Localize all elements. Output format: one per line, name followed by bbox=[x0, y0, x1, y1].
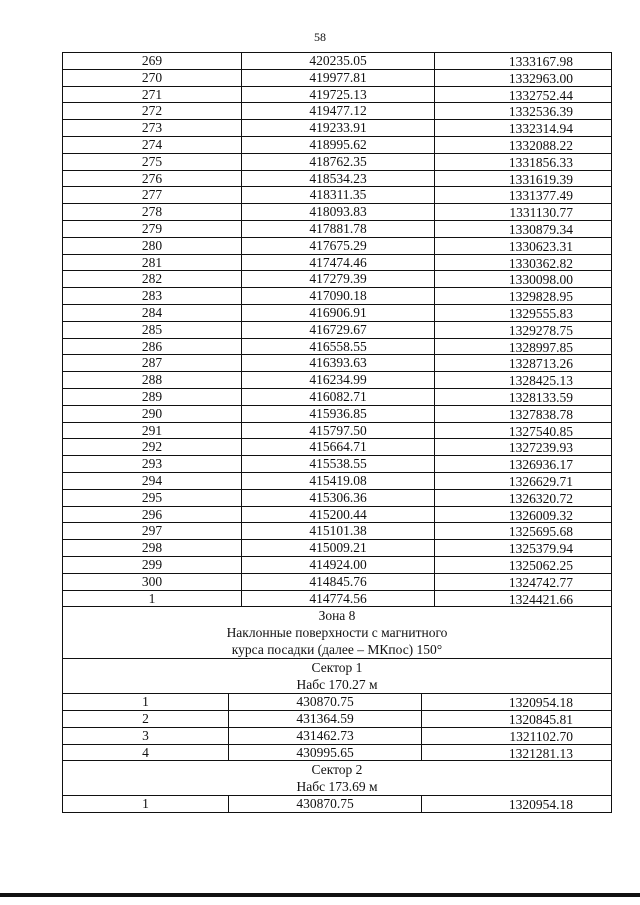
table-row bbox=[63, 154, 611, 171]
point-number-cell: 299 bbox=[63, 557, 242, 573]
x-coordinate-cell: 415101.38 bbox=[242, 523, 435, 539]
point-number-cell: 270 bbox=[63, 70, 242, 86]
x-coordinate-cell: 417675.29 bbox=[242, 238, 435, 254]
x-coordinate-cell: 431364.59 bbox=[229, 711, 422, 727]
table-row bbox=[63, 238, 611, 255]
point-number-cell: 3 bbox=[63, 728, 229, 744]
x-coordinate-cell: 430870.75 bbox=[229, 694, 422, 710]
table-row bbox=[63, 523, 611, 540]
point-number-cell: 269 bbox=[63, 53, 242, 69]
x-coordinate-cell: 416906.91 bbox=[242, 305, 435, 321]
table-row bbox=[63, 728, 611, 745]
point-number-cell: 284 bbox=[63, 305, 242, 321]
y-coordinate-cell: 1327239.93 bbox=[508, 440, 573, 456]
x-coordinate-cell: 417090.18 bbox=[242, 288, 435, 304]
point-number-cell: 277 bbox=[63, 187, 242, 203]
scan-edge-bar bbox=[0, 893, 640, 897]
table-row bbox=[63, 490, 611, 507]
point-number-cell: 272 bbox=[63, 103, 242, 119]
table-row bbox=[63, 796, 611, 813]
point-number-cell: 278 bbox=[63, 204, 242, 220]
point-number-cell: 289 bbox=[63, 389, 242, 405]
point-number-cell: 294 bbox=[63, 473, 242, 489]
zone-description-line2: курса посадки (далее – МКпос) 150° bbox=[231, 642, 443, 658]
y-coordinate-cell: 1328425.13 bbox=[508, 373, 573, 389]
table-row bbox=[63, 557, 611, 574]
x-coordinate-cell: 415009.21 bbox=[242, 540, 435, 556]
table-row bbox=[63, 473, 611, 490]
x-coordinate-cell: 430870.75 bbox=[229, 796, 422, 812]
y-coordinate-cell: 1320954.18 bbox=[508, 797, 573, 813]
point-number-cell: 275 bbox=[63, 154, 242, 170]
table-row bbox=[63, 87, 611, 104]
table-body-top bbox=[63, 53, 611, 607]
point-number-cell: 279 bbox=[63, 221, 242, 237]
x-coordinate-cell: 417474.46 bbox=[242, 255, 435, 271]
table-row bbox=[63, 540, 611, 557]
y-coordinate-cell: 1324742.77 bbox=[508, 574, 573, 590]
y-coordinate-cell: 1326936.17 bbox=[508, 457, 573, 473]
table-row bbox=[63, 271, 611, 288]
table-row bbox=[63, 591, 611, 608]
y-coordinate-cell: 1326320.72 bbox=[508, 490, 573, 506]
sector2-height: Набс 173.69 м bbox=[296, 779, 378, 795]
x-coordinate-cell: 416234.99 bbox=[242, 372, 435, 388]
table-row bbox=[63, 389, 611, 406]
point-number-cell: 282 bbox=[63, 271, 242, 287]
x-coordinate-cell: 415306.36 bbox=[242, 490, 435, 506]
x-coordinate-cell: 416558.55 bbox=[242, 339, 435, 355]
point-number-cell: 292 bbox=[63, 439, 242, 455]
x-coordinate-cell: 415200.44 bbox=[242, 507, 435, 523]
sector1-header bbox=[63, 659, 611, 694]
table-row bbox=[63, 423, 611, 440]
point-number-cell: 285 bbox=[63, 322, 242, 338]
point-number-cell: 291 bbox=[63, 423, 242, 439]
x-coordinate-cell: 418311.35 bbox=[242, 187, 435, 203]
point-number-cell: 274 bbox=[63, 137, 242, 153]
x-coordinate-cell: 415538.55 bbox=[242, 456, 435, 472]
y-coordinate-cell: 1330098.00 bbox=[508, 272, 573, 288]
table-row bbox=[63, 103, 611, 120]
table-row bbox=[63, 694, 611, 711]
zone-header bbox=[63, 607, 611, 659]
x-coordinate-cell: 418093.83 bbox=[242, 204, 435, 220]
point-number-cell: 1 bbox=[63, 694, 229, 710]
sector2-header bbox=[63, 761, 611, 796]
y-coordinate-cell: 1328133.59 bbox=[508, 389, 573, 405]
point-number-cell: 283 bbox=[63, 288, 242, 304]
x-coordinate-cell: 416729.67 bbox=[242, 322, 435, 338]
y-coordinate-cell: 1326629.71 bbox=[508, 473, 573, 489]
coordinates-table bbox=[62, 52, 612, 813]
point-number-cell: 300 bbox=[63, 574, 242, 590]
table-row bbox=[63, 255, 611, 272]
y-coordinate-cell: 1329278.75 bbox=[508, 322, 573, 338]
table-row bbox=[63, 745, 611, 762]
y-coordinate-cell: 1325379.94 bbox=[508, 541, 573, 557]
table-row bbox=[63, 372, 611, 389]
table-row bbox=[63, 339, 611, 356]
x-coordinate-cell: 420235.05 bbox=[242, 53, 435, 69]
y-coordinate-cell: 1331856.33 bbox=[508, 154, 573, 170]
x-coordinate-cell: 431462.73 bbox=[229, 728, 422, 744]
x-coordinate-cell: 418995.62 bbox=[242, 137, 435, 153]
y-coordinate-cell: 1330879.34 bbox=[508, 221, 573, 237]
point-number-cell: 273 bbox=[63, 120, 242, 136]
x-coordinate-cell: 414924.00 bbox=[242, 557, 435, 573]
y-coordinate-cell: 1332752.44 bbox=[508, 87, 573, 103]
y-coordinate-cell: 1325062.25 bbox=[508, 557, 573, 573]
x-coordinate-cell: 430995.65 bbox=[229, 745, 422, 761]
x-coordinate-cell: 415664.71 bbox=[242, 439, 435, 455]
y-coordinate-cell: 1329555.83 bbox=[508, 305, 573, 321]
y-coordinate-cell: 1321102.70 bbox=[509, 728, 573, 744]
point-number-cell: 297 bbox=[63, 523, 242, 539]
page-number: 58 bbox=[314, 30, 326, 44]
x-coordinate-cell: 418762.35 bbox=[242, 154, 435, 170]
point-number-cell: 293 bbox=[63, 456, 242, 472]
y-coordinate-cell: 1327838.78 bbox=[508, 406, 573, 422]
y-coordinate-cell: 1332536.39 bbox=[508, 104, 573, 120]
x-coordinate-cell: 417279.39 bbox=[242, 271, 435, 287]
table-row bbox=[63, 322, 611, 339]
zone-description-line1: Наклонные поверхности с магнитного bbox=[226, 625, 448, 641]
table-row bbox=[63, 574, 611, 591]
table-row bbox=[63, 53, 611, 70]
table-row bbox=[63, 305, 611, 322]
table-row bbox=[63, 137, 611, 154]
y-coordinate-cell: 1332314.94 bbox=[508, 121, 573, 137]
table-row bbox=[63, 711, 611, 728]
point-number-cell: 1 bbox=[63, 796, 229, 812]
point-number-cell: 290 bbox=[63, 406, 242, 422]
y-coordinate-cell: 1332963.00 bbox=[508, 70, 573, 86]
zone-title: Зона 8 bbox=[318, 608, 356, 624]
x-coordinate-cell: 416393.63 bbox=[242, 355, 435, 371]
table-row bbox=[63, 507, 611, 524]
point-number-cell: 287 bbox=[63, 355, 242, 371]
point-number-cell: 4 bbox=[63, 745, 229, 761]
point-number-cell: 2 bbox=[63, 711, 229, 727]
y-coordinate-cell: 1330623.31 bbox=[508, 238, 573, 254]
point-number-cell: 271 bbox=[63, 87, 242, 103]
table-row bbox=[63, 120, 611, 137]
y-coordinate-cell: 1324421.66 bbox=[508, 591, 573, 607]
x-coordinate-cell: 415419.08 bbox=[242, 473, 435, 489]
table-row bbox=[63, 456, 611, 473]
x-coordinate-cell: 414845.76 bbox=[242, 574, 435, 590]
table-row bbox=[63, 221, 611, 238]
table-row bbox=[63, 187, 611, 204]
point-number-cell: 281 bbox=[63, 255, 242, 271]
y-coordinate-cell: 1333167.98 bbox=[508, 54, 573, 69]
x-coordinate-cell: 414774.56 bbox=[242, 591, 435, 607]
y-coordinate-cell: 1320954.18 bbox=[508, 695, 573, 711]
sector2-title: Сектор 2 bbox=[311, 762, 363, 778]
table-row bbox=[63, 406, 611, 423]
x-coordinate-cell: 419725.13 bbox=[242, 87, 435, 103]
x-coordinate-cell: 418534.23 bbox=[242, 171, 435, 187]
x-coordinate-cell: 419233.91 bbox=[242, 120, 435, 136]
y-coordinate-cell: 1331130.77 bbox=[509, 205, 573, 221]
y-coordinate-cell: 1327540.85 bbox=[508, 423, 573, 439]
y-coordinate-cell: 1326009.32 bbox=[508, 507, 573, 523]
point-number-cell: 288 bbox=[63, 372, 242, 388]
sector1-rows bbox=[63, 694, 611, 761]
point-number-cell: 296 bbox=[63, 507, 242, 523]
y-coordinate-cell: 1330362.82 bbox=[508, 255, 573, 271]
point-number-cell: 286 bbox=[63, 339, 242, 355]
y-coordinate-cell: 1331377.49 bbox=[508, 188, 573, 204]
table-row bbox=[63, 288, 611, 305]
x-coordinate-cell: 415936.85 bbox=[242, 406, 435, 422]
y-coordinate-cell: 1328997.85 bbox=[508, 339, 573, 355]
y-coordinate-cell: 1325695.68 bbox=[508, 524, 573, 540]
table-row bbox=[63, 171, 611, 188]
y-coordinate-cell: 1321281.13 bbox=[508, 745, 573, 761]
table-row bbox=[63, 439, 611, 456]
sector2-rows bbox=[63, 796, 611, 813]
sector1-title: Сектор 1 bbox=[311, 660, 363, 676]
x-coordinate-cell: 416082.71 bbox=[242, 389, 435, 405]
table-row bbox=[63, 70, 611, 87]
table-row bbox=[63, 204, 611, 221]
point-number-cell: 1 bbox=[63, 591, 242, 607]
sector1-height: Набс 170.27 м bbox=[296, 677, 378, 693]
y-coordinate-cell: 1331619.39 bbox=[508, 171, 573, 187]
point-number-cell: 295 bbox=[63, 490, 242, 506]
y-coordinate-cell: 1320845.81 bbox=[508, 712, 573, 728]
x-coordinate-cell: 415797.50 bbox=[242, 423, 435, 439]
x-coordinate-cell: 417881.78 bbox=[242, 221, 435, 237]
y-coordinate-cell: 1329828.95 bbox=[508, 289, 573, 305]
point-number-cell: 280 bbox=[63, 238, 242, 254]
x-coordinate-cell: 419477.12 bbox=[242, 103, 435, 119]
y-coordinate-cell: 1328713.26 bbox=[508, 356, 573, 372]
point-number-cell: 276 bbox=[63, 171, 242, 187]
point-number-cell: 298 bbox=[63, 540, 242, 556]
table-row bbox=[63, 355, 611, 372]
y-coordinate-cell: 1332088.22 bbox=[508, 137, 573, 153]
x-coordinate-cell: 419977.81 bbox=[242, 70, 435, 86]
